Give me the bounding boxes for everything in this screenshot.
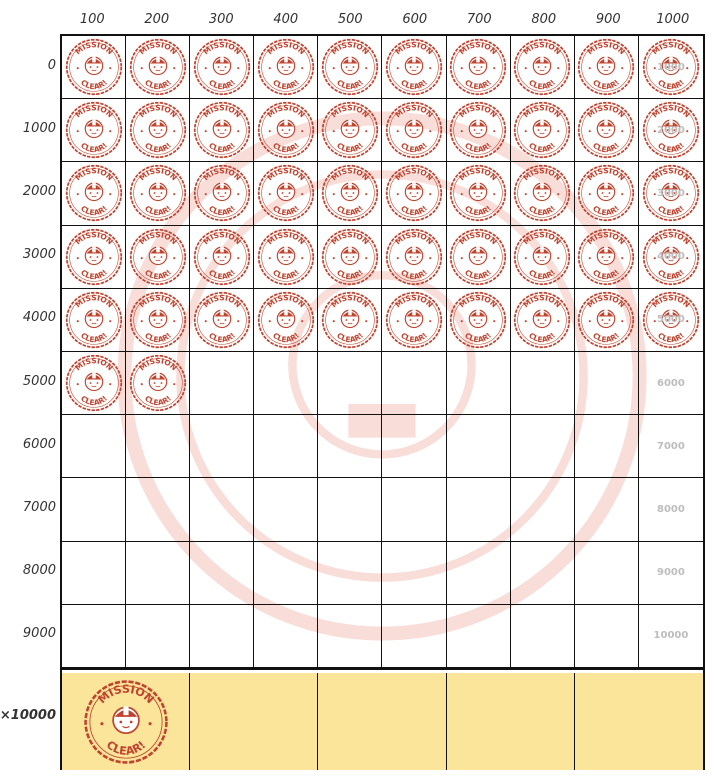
mission-clear-stamp-icon — [577, 101, 635, 159]
mission-clear-stamp-icon — [129, 101, 187, 159]
stamp-cell[interactable] — [62, 542, 126, 605]
svg-text:MISSION: MISSION — [585, 103, 628, 120]
mission-clear-stamp-icon — [257, 228, 315, 286]
svg-text:CLEAR!: CLEAR! — [78, 393, 109, 408]
svg-text:CLEAR!: CLEAR! — [270, 267, 301, 281]
bonus-cell[interactable] — [575, 673, 703, 770]
svg-text:MISSION: MISSION — [393, 229, 435, 247]
stamp-cell[interactable] — [511, 542, 575, 605]
svg-text:MISSION: MISSION — [521, 103, 563, 120]
svg-text:MISSION: MISSION — [457, 166, 499, 183]
mission-clear-stamp-icon — [321, 38, 379, 96]
mission-clear-stamp-icon — [513, 38, 571, 96]
stamp-cell[interactable] — [382, 162, 446, 225]
stamp-cell[interactable] — [126, 289, 190, 352]
svg-text:CLEAR!: CLEAR! — [655, 77, 686, 92]
svg-text:CLEAR!: CLEAR! — [655, 267, 686, 281]
stamp-cell[interactable] — [447, 289, 511, 352]
svg-text:MISSION: MISSION — [457, 103, 499, 120]
svg-text:MISSION: MISSION — [393, 103, 435, 120]
mission-clear-stamp-icon — [65, 38, 123, 96]
stamp-cell[interactable] — [511, 352, 575, 415]
mission-clear-stamp-icon — [65, 228, 123, 286]
stamp-cell[interactable] — [511, 605, 575, 668]
column-label: 200 — [144, 12, 170, 27]
stamp-cell[interactable] — [575, 415, 639, 478]
mission-clear-stamp-icon — [193, 38, 251, 96]
row-label: 1000 — [22, 120, 56, 136]
mission-clear-stamp-icon — [129, 38, 187, 96]
stamp-cell[interactable] — [318, 415, 382, 478]
svg-text:MISSION: MISSION — [650, 166, 692, 183]
stamp-cell[interactable] — [382, 226, 446, 289]
cell-value: 4000 — [657, 251, 685, 263]
mission-clear-stamp-icon — [129, 164, 187, 222]
stamp-cell[interactable] — [639, 415, 703, 478]
stamp-cell[interactable] — [382, 352, 446, 415]
stamp-cell[interactable] — [382, 542, 446, 605]
mission-clear-stamp-icon — [321, 291, 379, 349]
stamp-cell[interactable] — [62, 415, 126, 478]
stamp-cell[interactable] — [575, 478, 639, 541]
mission-clear-stamp-icon — [385, 101, 443, 159]
svg-text:MISSION: MISSION — [72, 293, 115, 310]
mission-clear-stamp-icon — [513, 228, 571, 286]
stamp-cell[interactable] — [254, 36, 318, 99]
column-label: 400 — [273, 12, 299, 27]
stamp-cell[interactable] — [639, 605, 703, 668]
stamp-cell[interactable] — [511, 415, 575, 478]
row-label: 9000 — [22, 626, 56, 642]
stamp-cell[interactable] — [447, 226, 511, 289]
svg-text:MISSION: MISSION — [265, 229, 307, 247]
stamp-cell[interactable] — [318, 36, 382, 99]
stamp-cell[interactable] — [254, 415, 318, 478]
stamp-cell[interactable] — [575, 226, 639, 289]
mission-clear-stamp-icon — [193, 164, 251, 222]
svg-text:MISSION: MISSION — [521, 229, 563, 247]
svg-text:CLEAR!: CLEAR! — [655, 204, 686, 218]
stamp-cell[interactable] — [254, 605, 318, 668]
stamp-cell[interactable] — [254, 226, 318, 289]
mission-clear-stamp-icon — [257, 101, 315, 159]
svg-text:CLEAR!: CLEAR! — [78, 204, 109, 218]
stamp-cell[interactable] — [382, 605, 446, 668]
svg-text:MISSION: MISSION — [329, 40, 371, 57]
stamp-cell[interactable] — [639, 36, 703, 99]
mission-clear-stamp-icon — [449, 101, 507, 159]
stamp-cell[interactable] — [511, 99, 575, 162]
stamp-cell[interactable] — [382, 289, 446, 352]
stamp-cell[interactable] — [318, 605, 382, 668]
mission-clear-stamp-icon — [193, 291, 251, 349]
bonus-cell[interactable] — [190, 673, 318, 770]
stamp-cell[interactable] — [447, 542, 511, 605]
svg-text:MISSION: MISSION — [265, 40, 307, 57]
column-label: 500 — [337, 12, 363, 27]
svg-text:CLEAR!: CLEAR! — [399, 141, 430, 155]
stamp-cell[interactable] — [126, 352, 190, 415]
svg-text:CLEAR!: CLEAR! — [334, 204, 365, 218]
stamp-cell[interactable] — [447, 99, 511, 162]
cell-value: 10000 — [653, 630, 689, 642]
mission-clear-stamp-icon — [385, 228, 443, 286]
bonus-cell[interactable] — [318, 673, 446, 770]
stamp-cell[interactable] — [254, 99, 318, 162]
mission-clear-stamp-icon — [577, 38, 635, 96]
stamp-cell[interactable] — [126, 542, 190, 605]
svg-text:CLEAR!: CLEAR! — [270, 330, 301, 345]
stamp-cell[interactable] — [190, 478, 254, 541]
stamp-cell[interactable] — [62, 36, 126, 99]
svg-text:CLEAR!: CLEAR! — [527, 141, 558, 155]
svg-text:MISSION: MISSION — [650, 103, 692, 120]
svg-text:CLEAR!: CLEAR! — [206, 330, 237, 345]
stamp-cell[interactable] — [318, 99, 382, 162]
svg-text:MISSION: MISSION — [393, 40, 435, 57]
mission-clear-stamp-icon — [65, 101, 123, 159]
mission-clear-stamp-icon — [449, 228, 507, 286]
svg-text:MISSION: MISSION — [265, 166, 307, 183]
stamp-cell[interactable] — [126, 478, 190, 541]
stamp-cell[interactable] — [62, 162, 126, 225]
svg-text:CLEAR!: CLEAR! — [399, 330, 430, 345]
mission-clear-stamp-icon — [449, 38, 507, 96]
svg-text:CLEAR!: CLEAR! — [591, 77, 622, 92]
svg-text:CLEAR!: CLEAR! — [206, 77, 237, 92]
svg-text:MISSION: MISSION — [393, 166, 435, 183]
cell-value: 8000 — [657, 503, 685, 515]
stamp-grid — [62, 36, 703, 668]
column-label: 1000 — [656, 12, 690, 27]
cell-value: 1000 — [657, 61, 685, 73]
svg-text:CLEAR!: CLEAR! — [591, 141, 622, 155]
svg-text:CLEAR!: CLEAR! — [399, 267, 430, 281]
mission-clear-stamp-icon — [321, 164, 379, 222]
mission-clear-stamp-icon — [257, 291, 315, 349]
svg-text:CLEAR!: CLEAR! — [206, 141, 237, 155]
svg-text:CLEAR!: CLEAR! — [78, 77, 109, 92]
mission-clear-stamp-icon — [449, 164, 507, 222]
svg-text:MISSION: MISSION — [201, 166, 243, 183]
stamp-cell[interactable] — [382, 415, 446, 478]
stamp-cell[interactable] — [575, 605, 639, 668]
stamp-cell[interactable] — [126, 36, 190, 99]
mission-clear-stamp-icon — [513, 101, 571, 159]
svg-text:CLEAR!: CLEAR! — [142, 77, 173, 92]
svg-text:CLEAR!: CLEAR! — [591, 204, 622, 218]
cell-value: 5000 — [657, 314, 685, 326]
mission-clear-stamp-icon — [65, 291, 123, 349]
cell-value: 9000 — [657, 567, 685, 579]
stamp-cell[interactable] — [447, 478, 511, 541]
stamp-cell[interactable] — [190, 542, 254, 605]
stamp-cell[interactable] — [639, 478, 703, 541]
svg-text:MISSION: MISSION — [585, 293, 628, 310]
stamp-cell[interactable] — [575, 99, 639, 162]
cell-value: 3000 — [657, 187, 685, 199]
stamp-cell[interactable] — [190, 352, 254, 415]
stamp-cell[interactable] — [190, 289, 254, 352]
svg-text:MISSION: MISSION — [95, 682, 157, 706]
svg-text:MISSION: MISSION — [650, 293, 692, 310]
mission-clear-stamp-icon — [577, 164, 635, 222]
row-label: 6000 — [22, 436, 56, 452]
stamp-cell[interactable] — [511, 36, 575, 99]
column-labels — [60, 12, 705, 27]
mission-clear-stamp-icon — [65, 354, 123, 412]
svg-text:CLEAR!: CLEAR! — [463, 330, 494, 345]
row-label: 5000 — [22, 373, 56, 389]
svg-text:CLEAR!: CLEAR! — [142, 141, 173, 155]
svg-text:CLEAR!: CLEAR! — [78, 330, 109, 345]
stamp-cell[interactable] — [447, 415, 511, 478]
mission-clear-stamp-icon — [83, 679, 169, 765]
stamp-cell[interactable] — [62, 99, 126, 162]
mission-clear-stamp-icon — [129, 228, 187, 286]
stamp-cell[interactable] — [62, 605, 126, 668]
stamp-cell[interactable] — [318, 478, 382, 541]
stamp-cell[interactable] — [447, 36, 511, 99]
svg-text:CLEAR!: CLEAR! — [655, 141, 686, 155]
svg-text:CLEAR!: CLEAR! — [399, 77, 430, 92]
bonus-cell[interactable] — [62, 673, 190, 770]
stamp-cell[interactable] — [126, 162, 190, 225]
stamp-cell[interactable] — [190, 162, 254, 225]
stamp-cell[interactable] — [126, 605, 190, 668]
svg-text:CLEAR!: CLEAR! — [142, 267, 173, 281]
svg-text:CLEAR!: CLEAR! — [270, 77, 301, 92]
svg-text:CLEAR!: CLEAR! — [463, 77, 494, 92]
svg-text:MISSION: MISSION — [393, 293, 435, 310]
mission-clear-stamp-icon — [385, 291, 443, 349]
svg-text:MISSION: MISSION — [136, 356, 179, 373]
svg-text:CLEAR!: CLEAR! — [527, 330, 558, 345]
stamp-cell[interactable] — [190, 226, 254, 289]
svg-text:MISSION: MISSION — [201, 40, 243, 57]
column-label: 900 — [595, 12, 621, 27]
mission-clear-stamp-icon — [129, 291, 187, 349]
svg-text:CLEAR!: CLEAR! — [655, 330, 686, 345]
svg-text:CLEAR!: CLEAR! — [591, 267, 622, 281]
stamp-cell[interactable] — [575, 162, 639, 225]
column-label: 700 — [466, 12, 492, 27]
mission-clear-stamp-icon — [385, 164, 443, 222]
stamp-cell[interactable] — [575, 542, 639, 605]
svg-text:CLEAR!: CLEAR! — [463, 141, 494, 155]
svg-text:CLEAR!: CLEAR! — [103, 737, 148, 758]
stamp-cell[interactable] — [639, 352, 703, 415]
mission-clear-stamp-icon — [193, 228, 251, 286]
svg-text:MISSION: MISSION — [521, 166, 563, 183]
svg-text:CLEAR!: CLEAR! — [270, 204, 301, 218]
svg-text:MISSION: MISSION — [136, 293, 179, 310]
svg-text:CLEAR!: CLEAR! — [142, 204, 173, 218]
svg-text:MISSION: MISSION — [72, 40, 115, 57]
stamp-cell[interactable] — [126, 415, 190, 478]
row-label: 3000 — [22, 247, 56, 263]
svg-text:MISSION: MISSION — [72, 356, 115, 373]
svg-text:MISSION: MISSION — [136, 229, 179, 247]
cell-value: 6000 — [657, 377, 685, 389]
stamp-cell[interactable] — [318, 289, 382, 352]
stamp-cell[interactable] — [447, 352, 511, 415]
stamp-cell[interactable] — [62, 352, 126, 415]
stamp-cell[interactable] — [318, 162, 382, 225]
stamp-cell[interactable] — [382, 478, 446, 541]
stamp-cell[interactable] — [126, 226, 190, 289]
stamp-cell[interactable] — [254, 542, 318, 605]
svg-text:CLEAR!: CLEAR! — [527, 267, 558, 281]
stamp-cell[interactable] — [447, 605, 511, 668]
row-label: 2000 — [22, 184, 56, 199]
stamp-cell[interactable] — [62, 226, 126, 289]
mission-clear-stamp-icon — [321, 228, 379, 286]
mission-clear-stamp-icon — [385, 38, 443, 96]
svg-text:CLEAR!: CLEAR! — [334, 330, 365, 345]
svg-text:CLEAR!: CLEAR! — [527, 204, 558, 218]
stamp-cell[interactable] — [447, 162, 511, 225]
mission-clear-stamp-icon — [129, 354, 187, 412]
stamp-cell[interactable] — [382, 99, 446, 162]
svg-text:MISSION: MISSION — [329, 293, 371, 310]
svg-text:MISSION: MISSION — [585, 166, 628, 183]
svg-text:MISSION: MISSION — [72, 103, 115, 120]
svg-text:CLEAR!: CLEAR! — [206, 267, 237, 281]
cell-value: 7000 — [657, 440, 685, 452]
stamp-tracker — [60, 34, 705, 770]
svg-text:CLEAR!: CLEAR! — [334, 77, 365, 92]
svg-text:MISSION: MISSION — [650, 229, 692, 247]
stamp-cell[interactable] — [254, 289, 318, 352]
mission-clear-stamp-icon — [257, 38, 315, 96]
svg-text:MISSION: MISSION — [650, 40, 692, 57]
svg-text:CLEAR!: CLEAR! — [78, 267, 109, 281]
svg-text:MISSION: MISSION — [521, 40, 563, 57]
svg-text:CLEAR!: CLEAR! — [334, 267, 365, 281]
row-label: 0 — [47, 57, 56, 73]
bonus-row — [62, 668, 703, 770]
svg-text:CLEAR!: CLEAR! — [142, 393, 173, 408]
mission-clear-stamp-icon — [65, 164, 123, 222]
svg-text:MISSION: MISSION — [72, 229, 115, 247]
row-label: 8000 — [22, 563, 56, 579]
stamp-cell[interactable] — [318, 352, 382, 415]
svg-text:CLEAR!: CLEAR! — [334, 141, 365, 155]
mission-clear-stamp-icon — [257, 164, 315, 222]
svg-text:MISSION: MISSION — [521, 293, 563, 310]
mission-clear-stamp-icon — [193, 101, 251, 159]
svg-text:CLEAR!: CLEAR! — [142, 330, 173, 345]
svg-text:MISSION: MISSION — [329, 103, 371, 120]
svg-text:MISSION: MISSION — [329, 229, 371, 247]
bonus-row-label: ×10000 — [0, 708, 56, 723]
stamp-cell[interactable] — [254, 352, 318, 415]
svg-text:CLEAR!: CLEAR! — [591, 330, 622, 345]
stamp-cell[interactable] — [62, 289, 126, 352]
svg-text:MISSION: MISSION — [136, 103, 179, 120]
svg-text:CLEAR!: CLEAR! — [527, 77, 558, 92]
stamp-cell[interactable] — [190, 36, 254, 99]
column-label: 300 — [208, 12, 234, 27]
svg-text:MISSION: MISSION — [136, 166, 179, 183]
mission-clear-stamp-icon — [513, 164, 571, 222]
svg-text:MISSION: MISSION — [457, 229, 499, 247]
svg-text:MISSION: MISSION — [201, 229, 243, 247]
stamp-cell[interactable] — [511, 162, 575, 225]
stamp-cell[interactable] — [190, 415, 254, 478]
stamp-cell[interactable] — [62, 478, 126, 541]
mission-clear-stamp-icon — [577, 291, 635, 349]
stamp-cell[interactable] — [639, 226, 703, 289]
mission-clear-stamp-icon — [449, 291, 507, 349]
stamp-cell[interactable] — [190, 605, 254, 668]
svg-text:MISSION: MISSION — [265, 293, 307, 310]
stamp-cell[interactable] — [318, 542, 382, 605]
svg-text:CLEAR!: CLEAR! — [78, 141, 109, 155]
stamp-cell[interactable] — [511, 289, 575, 352]
svg-text:MISSION: MISSION — [136, 40, 179, 57]
stamp-cell[interactable] — [318, 226, 382, 289]
stamp-cell[interactable] — [639, 289, 703, 352]
stamp-cell[interactable] — [511, 226, 575, 289]
svg-text:MISSION: MISSION — [329, 166, 371, 183]
svg-text:CLEAR!: CLEAR! — [463, 204, 494, 218]
stamp-cell[interactable] — [639, 99, 703, 162]
bonus-cell[interactable] — [447, 673, 575, 770]
svg-text:CLEAR!: CLEAR! — [270, 141, 301, 155]
mission-clear-stamp-icon — [321, 101, 379, 159]
stamp-cell[interactable] — [575, 352, 639, 415]
column-label: 800 — [531, 12, 557, 27]
stamp-cell[interactable] — [575, 289, 639, 352]
column-label: 100 — [79, 12, 105, 27]
stamp-cell[interactable] — [639, 542, 703, 605]
svg-text:CLEAR!: CLEAR! — [399, 204, 430, 218]
row-label: 7000 — [22, 500, 56, 515]
stamp-cell[interactable] — [575, 36, 639, 99]
mission-clear-stamp-icon — [513, 291, 571, 349]
svg-text:MISSION: MISSION — [585, 229, 628, 247]
stamp-cell[interactable] — [126, 99, 190, 162]
stamp-cell[interactable] — [254, 478, 318, 541]
svg-text:MISSION: MISSION — [457, 40, 499, 57]
cell-value: 2000 — [657, 124, 685, 136]
svg-text:MISSION: MISSION — [585, 40, 628, 57]
stamp-cell[interactable] — [190, 99, 254, 162]
svg-text:MISSION: MISSION — [72, 166, 115, 183]
stamp-cell[interactable] — [382, 36, 446, 99]
row-label: 4000 — [22, 310, 56, 326]
stamp-cell[interactable] — [254, 162, 318, 225]
svg-text:MISSION: MISSION — [201, 103, 243, 120]
svg-text:MISSION: MISSION — [201, 293, 243, 310]
svg-text:MISSION: MISSION — [457, 293, 499, 310]
stamp-cell[interactable] — [639, 162, 703, 225]
stamp-cell[interactable] — [511, 478, 575, 541]
svg-text:MISSION: MISSION — [265, 103, 307, 120]
svg-text:CLEAR!: CLEAR! — [206, 204, 237, 218]
svg-text:CLEAR!: CLEAR! — [463, 267, 494, 281]
mission-clear-stamp-icon — [577, 228, 635, 286]
column-label: 600 — [402, 12, 428, 27]
